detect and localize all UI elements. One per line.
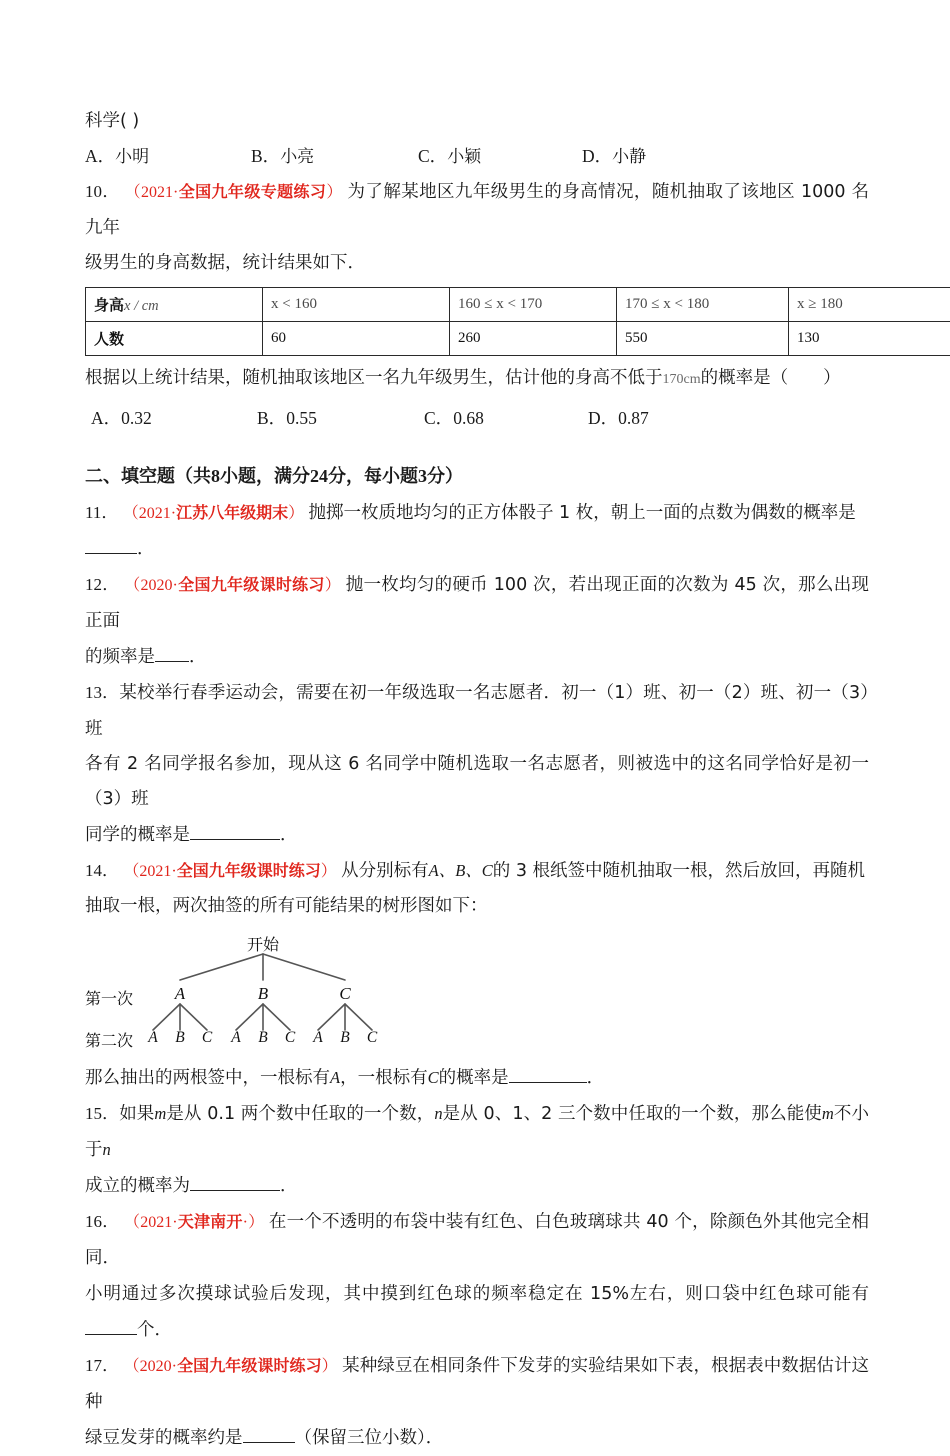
q10-number: 10．: [85, 182, 120, 201]
q11-text: 抛掷一枚质地均匀的正方体骰子 1 枚，朝上一面的点数为偶数的概率是: [309, 503, 856, 523]
tree-leaf-8: B: [340, 1029, 349, 1047]
q13-text-line1: 某校举行春季运动会，需要在初一年级选取一名志愿者．初一（1）班、初一（2）班、初一（3）班: [85, 683, 869, 739]
q9-option-a[interactable]: [85, 139, 149, 175]
q11-number: 11．: [85, 503, 118, 522]
q16-text-line2-pre: 小明通过多次摸球试验后发现，其中摸到红色球的频率稳定在 15%左右，则口袋中红色球可能有: [85, 1284, 869, 1304]
section-score: 24: [310, 466, 328, 486]
q10-option-d-label: D．: [588, 408, 618, 428]
table-header-height: [86, 288, 263, 322]
table-range-4: x ≥ 180: [789, 288, 950, 322]
q15-var-n1: n: [434, 1104, 442, 1123]
question-11: [85, 495, 869, 531]
q14-source-open: （2021·: [123, 863, 176, 880]
q15-number: 15．: [85, 1104, 119, 1123]
q14-source: [123, 863, 336, 880]
q12-text-line2-pre: 的频率是: [85, 647, 155, 667]
q14-text-line1-b: 的 3 根纸签中随机抽取一根，然后放回，再随机: [493, 861, 865, 881]
table-header-height-label: 身高: [94, 296, 124, 314]
question-12: [85, 567, 869, 639]
section-detail-open: （共: [175, 466, 211, 487]
q14-after-tree-end: ．: [587, 1068, 605, 1088]
q14-after-tree-a: 那么抽出的两根签中，一根标有: [85, 1068, 330, 1088]
q16-answer-line: [85, 1276, 869, 1348]
q14-text-line2: 抽取一根，两次抽签的所有可能结果的树形图如下：: [85, 889, 869, 924]
q10-after-table-measure: 170cm: [663, 372, 701, 387]
q12-source: [124, 577, 341, 594]
q12-source-name: 全国九年级课时练习: [178, 575, 325, 594]
tree-leaf-4: A: [231, 1029, 240, 1047]
q13-answer-line: [85, 817, 869, 853]
q15-var-n2: n: [103, 1140, 111, 1159]
q9-options-row: [85, 139, 869, 174]
q10-text-line1: 为了解某地区九年级男生的身高情况，随机抽取了该地区 1000 名九年: [85, 182, 869, 238]
q9-option-c-text: 小颖: [447, 147, 481, 167]
q9-option-b[interactable]: [251, 139, 314, 175]
q9-option-c[interactable]: [418, 139, 481, 175]
q16-source: [124, 1214, 264, 1231]
tree-leaf-2: B: [175, 1029, 184, 1047]
q10-option-d-value: 0.87: [618, 408, 649, 428]
q9-stem-tail: 科学( ): [85, 104, 869, 139]
q17-source-close: ）: [322, 1358, 338, 1375]
q10-option-b-value: 0.55: [286, 408, 317, 428]
q14-answer-blank[interactable]: [509, 1082, 587, 1083]
q15-var-m2: m: [822, 1104, 834, 1123]
q10-option-b[interactable]: [257, 401, 317, 436]
q13-answer-blank[interactable]: [190, 839, 280, 840]
q15-var-m1: m: [154, 1104, 166, 1123]
tree-row1-label: 第一次: [85, 986, 133, 1009]
q16-number: 16．: [85, 1212, 119, 1231]
q12-number: 12．: [85, 575, 120, 594]
q9-option-d-text: 小静: [612, 147, 646, 167]
q13-text-line3-post: ．: [280, 825, 298, 845]
q12-text-line2-post: ．: [189, 647, 207, 667]
q10-source-name: 全国九年级专题练习: [178, 182, 326, 201]
q17-text-line2-post: （保留三位小数）．: [295, 1428, 444, 1448]
q15-answer-blank[interactable]: [190, 1190, 280, 1191]
q17-source-open: （2020·: [124, 1358, 177, 1375]
q10-after-table: [85, 360, 869, 397]
q14-number: 14．: [85, 861, 119, 880]
q9-option-b-label: B．: [251, 146, 280, 166]
q10-source-close: ）: [326, 184, 342, 201]
tree-leaf-3: C: [202, 1029, 212, 1047]
question-15: [85, 1096, 869, 1168]
section-per-question: 3: [418, 466, 427, 486]
tree-level1-node-b: B: [258, 984, 268, 1004]
q14-after-tree-c: 的概率是: [439, 1068, 509, 1088]
q15-answer-line: [85, 1168, 869, 1204]
q10-after-table-text2: 的概率是（ ）: [701, 368, 841, 388]
table-count-4: 130: [789, 322, 950, 356]
q9-option-b-text: 小亮: [280, 147, 314, 167]
q9-option-d[interactable]: [582, 139, 646, 175]
tree-leaf-5: B: [258, 1029, 267, 1047]
q9-option-a-text: 小明: [115, 147, 149, 167]
q11-answer-suffix: ．: [137, 539, 155, 559]
section-count: 8: [211, 466, 220, 486]
q16-answer-blank[interactable]: [85, 1334, 137, 1335]
q10-source: [125, 184, 343, 201]
table-count-2: 260: [450, 322, 617, 356]
table-row-header: [86, 288, 950, 322]
q10-option-c[interactable]: [424, 401, 484, 436]
q17-number: 17．: [85, 1356, 119, 1375]
q14-after-tree-var2: C: [428, 1068, 439, 1087]
tree-leaf-7: A: [313, 1029, 322, 1047]
q14-after-tree-b: ，一根标有: [340, 1068, 428, 1088]
q14-answer-line: [85, 1060, 869, 1096]
table-count-1: 60: [263, 322, 450, 356]
section-heading-fill-in-blank: [85, 458, 869, 495]
q9-option-d-label: D．: [582, 146, 612, 166]
table-count-3: 550: [617, 322, 789, 356]
q10-options-row: [85, 401, 869, 436]
q14-source-name: 全国九年级课时练习: [177, 861, 321, 880]
q17-answer-blank[interactable]: [243, 1442, 295, 1443]
q9-option-c-label: C．: [418, 146, 447, 166]
q17-text-line1: 某种绿豆在相同条件下发芽的实验结果如下表，根据表中数据估计这种: [85, 1356, 869, 1412]
q15-line2-post: ．: [280, 1176, 298, 1196]
q13-text-line2: 各有 2 名同学报名参加，现从这 6 名同学中随机选取一名志愿者，则被选中的这名同学恰好是初一（3）班: [85, 747, 869, 817]
q15-text-4: 不小于: [85, 1104, 869, 1160]
section-title: 二、填空题: [85, 466, 175, 487]
q16-text-line2-post: 个．: [137, 1320, 172, 1340]
q10-option-a[interactable]: [91, 401, 152, 436]
q14-source-close: ）: [321, 863, 337, 880]
tree-row2-label: 第二次: [85, 1028, 133, 1051]
q10-text-line2: 级男生的身高数据，统计结果如下．: [85, 246, 869, 281]
tree-leaf-6: C: [285, 1029, 295, 1047]
q11-source-close: ）: [288, 505, 304, 522]
q10-source-open: （2021·: [125, 184, 179, 201]
table-range-1: x < 160: [263, 288, 450, 322]
tree-leaf-9: C: [367, 1029, 377, 1047]
q12-text-line1: 抛一枚均匀的硬币 100 次，若出现正面的次数为 45 次，那么出现正面: [85, 575, 869, 631]
probability-tree-diagram: [85, 928, 485, 1058]
q11-answer-line: [85, 531, 869, 567]
q13-number: 13．: [85, 683, 119, 702]
q14-text-line1-a: 从分别标有: [341, 861, 429, 881]
q13-text-line3-pre: 同学的概率是: [85, 825, 190, 845]
table-range-3: 170 ≤ x < 180: [617, 288, 789, 322]
q17-answer-line: [85, 1420, 869, 1456]
tree-root-node: 开始: [247, 932, 279, 955]
q15-line2-pre: 成立的概率为: [85, 1176, 190, 1196]
table-header-count: 人数: [86, 322, 263, 356]
question-14: [85, 853, 869, 889]
question-13: [85, 675, 869, 747]
q11-source-open: （2021·: [123, 505, 176, 522]
q10-after-table-text1: 根据以上统计结果，随机抽取该地区一名九年级男生，估计他的身高不低于: [85, 368, 663, 388]
tree-level1-node-a: A: [175, 984, 185, 1004]
tree-level1-node-c: C: [339, 984, 350, 1004]
section-detail-close: 分）: [427, 466, 463, 487]
q12-answer-blank[interactable]: [155, 661, 189, 662]
q12-answer-line: [85, 639, 869, 675]
question-10: [85, 174, 869, 246]
q16-source-name: 天津南开: [178, 1212, 243, 1231]
q10-option-c-label: C．: [424, 408, 453, 428]
q10-option-b-label: B．: [257, 408, 286, 428]
q10-option-c-value: 0.68: [453, 408, 484, 428]
q10-option-a-value: 0.32: [121, 408, 152, 428]
q16-source-close: ·）: [243, 1214, 265, 1231]
q10-option-a-label: A．: [91, 408, 121, 428]
q9-option-a-label: A．: [85, 146, 115, 166]
q11-source-name: 江苏八年级期末: [176, 503, 288, 522]
height-statistics-table: [85, 287, 950, 356]
q11-answer-blank[interactable]: [85, 553, 137, 554]
q16-source-open: （2021·: [124, 1214, 178, 1231]
q10-option-d[interactable]: [588, 401, 649, 436]
q12-source-open: （2020·: [124, 577, 178, 594]
q11-source: [123, 505, 304, 522]
q15-text-3: 是从 0、1、2 三个数中任取的一个数，那么能使: [443, 1104, 822, 1124]
q15-text-2: 是从 0.1 两个数中任取的一个数，: [166, 1104, 434, 1124]
tree-leaf-1: A: [148, 1029, 157, 1047]
question-17: [85, 1348, 869, 1420]
section-detail-mid2: 分，每小题: [328, 466, 418, 487]
q14-after-tree-var1: A: [330, 1068, 340, 1087]
table-range-2: 160 ≤ x < 170: [450, 288, 617, 322]
q17-source: [124, 1358, 338, 1375]
q15-text-1: 如果: [119, 1104, 154, 1124]
page-content: [85, 104, 869, 1456]
question-16: [85, 1204, 869, 1276]
table-row-counts: [86, 322, 950, 356]
q12-source-close: ）: [325, 577, 341, 594]
q14-variables: A、B、C: [429, 861, 493, 880]
q17-text-line2-pre: 绿豆发芽的概率约是: [85, 1428, 243, 1448]
q16-text-line1: 在一个不透明的布袋中装有红色、白色玻璃球共 40 个，除颜色外其他完全相同．: [85, 1212, 869, 1268]
q17-source-name: 全国九年级课时练习: [177, 1356, 322, 1375]
section-detail-mid1: 小题，满分: [220, 466, 310, 487]
table-header-height-unit: x / cm: [124, 298, 159, 314]
